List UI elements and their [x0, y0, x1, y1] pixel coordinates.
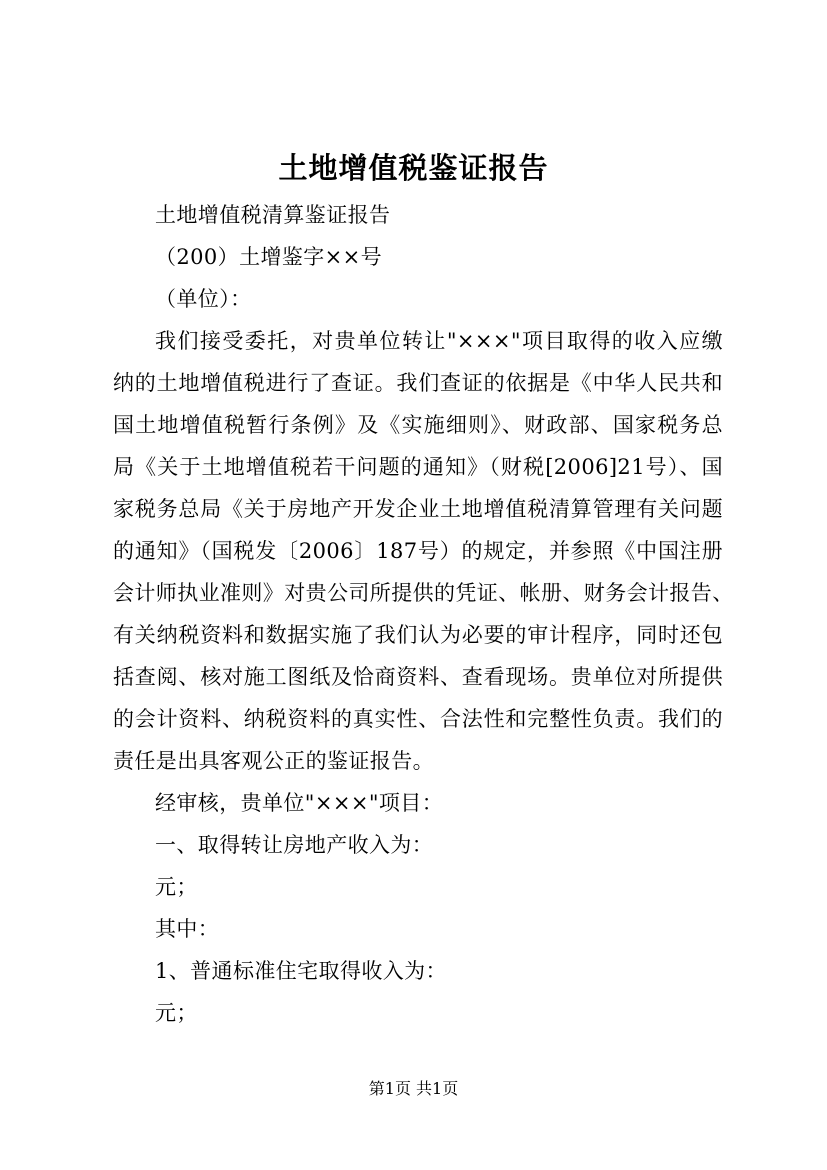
report-subtitle: 土地增值税清算鉴证报告: [155, 203, 391, 227]
among-label: 其中：: [155, 917, 220, 941]
body-paragraph-line: 局《关于土地增值税若干问题的通知》（财税[2006]21号）、国: [113, 455, 723, 479]
recipient-line: （单位）：: [155, 287, 252, 311]
body-paragraph-line: 纳的土地增值税进行了查证。我们查证的依据是《中华人民共和: [113, 371, 723, 395]
body-paragraph-line: 括查阅、核对施工图纸及恰商资料、查看现场。贵单位对所提供: [113, 665, 723, 689]
body-paragraph-line: 我们接受委托，对贵单位转让"×××"项目取得的收入应缴: [155, 329, 723, 353]
body-paragraph-line: 会计师执业准则》对贵公司所提供的凭证、帐册、财务会计报告、: [113, 581, 734, 605]
audit-intro: 经审核，贵单位"×××"项目：: [155, 791, 444, 815]
body-paragraph-line: 责任是出具客观公正的鉴证报告。: [113, 749, 434, 773]
amount-unit: 元；: [155, 875, 198, 899]
item-heading: 一、取得转让房地产收入为：: [155, 833, 434, 857]
body-paragraph-line: 的通知》（国税发〔2006〕187号）的规定，并参照《中国注册: [113, 539, 723, 563]
document-number: （200）土增鉴字××号: [155, 245, 383, 269]
body-paragraph-line: 国土地增值税暂行条例》及《实施细则》、财政部、国家税务总: [113, 413, 723, 437]
document-title: 土地增值税鉴证报告: [278, 151, 549, 185]
page-footer: 第1页 共1页: [368, 1079, 459, 1098]
sub-item-heading: 1、普通标准住宅取得收入为：: [155, 959, 447, 983]
amount-unit: 元；: [155, 1001, 198, 1025]
body-paragraph-line: 有关纳税资料和数据实施了我们认为必要的审计程序，同时还包: [113, 623, 723, 647]
body-paragraph-line: 家税务总局《关于房地产开发企业土地增值税清算管理有关问题: [113, 497, 723, 521]
body-paragraph-line: 的会计资料、纳税资料的真实性、合法性和完整性负责。我们的: [113, 707, 723, 731]
